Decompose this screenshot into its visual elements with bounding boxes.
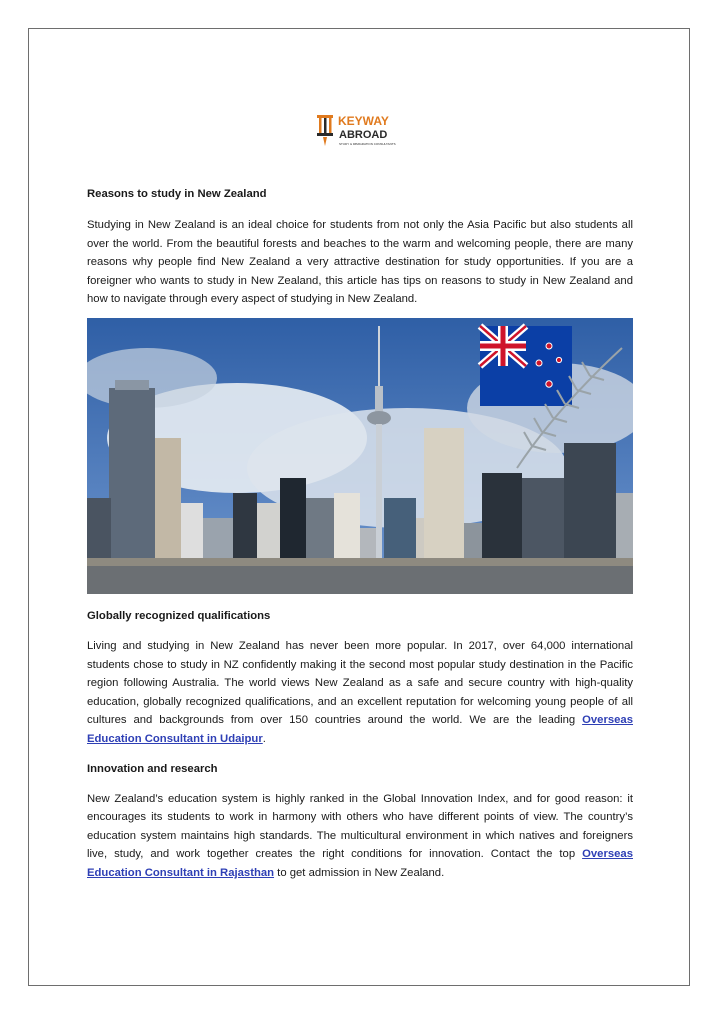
logo-line1: KEYWAY xyxy=(338,114,389,128)
auckland-skyline-image xyxy=(87,318,633,594)
innovation-text-end: to get admission in New Zealand. xyxy=(274,866,445,879)
article-content xyxy=(87,186,633,883)
section-heading-qualifications: Globally recognized qualifications xyxy=(87,609,271,622)
section-heading-innovation: Innovation and research xyxy=(87,762,218,775)
udaipur-consultant-link[interactable]: Overseas Education Consultant in Udaipur xyxy=(87,714,633,745)
section-body-innovation xyxy=(87,790,633,883)
logo-line2: ABROAD xyxy=(339,129,388,141)
section-body-reasons: Studying in New Zealand is an ideal choice for students from not only the Asia Pacific but also students all over the world. From the beautiful forests and beaches to the warm and welcoming people, there are many reasons why people find New Zealand a very attractive destination for study opportunities. If you are a foreigner who wants to study in New Zealand, this article has tips on reasons to study in New Zealand and how to navigate through every aspect of studying in New Zealand. xyxy=(87,219,633,306)
innovation-text: New Zealand’s education system is highly ranked in the Global Innovation Index, and for good reason: it encourages its students to work in harmony with others who have different points of view. The country’s education system maintains high standards. The multicultural environment in which natives and foreigners live, study, and work together creates the right conditions for innovation. Contact the top xyxy=(87,792,633,861)
qualifications-text-end: . xyxy=(262,732,266,745)
logo-tagline: STUDY & IMMIGRATION CONSULTANTS xyxy=(339,142,396,146)
keyway-abroad-logo xyxy=(313,112,407,152)
qualifications-text: Living and studying in New Zealand has never been more popular. In 2017, over 64,000 international students chose to study in NZ confidently making it the second most popular study destination in the Pacific region following Australia. The world views New Zealand as a safe and secure country with high-quality education, globally recognized qualifications, and an excellent reputation for welcoming young people of all cultures and backgrounds from over 150 countries around the world. We are the leading xyxy=(87,639,633,727)
section-heading-reasons: Reasons to study in New Zealand xyxy=(87,188,267,200)
section-body-qualifications xyxy=(87,637,633,749)
pillar-icon xyxy=(317,115,333,146)
rajasthan-consultant-link[interactable]: Overseas Education Consultant in Rajasthan xyxy=(87,848,633,879)
